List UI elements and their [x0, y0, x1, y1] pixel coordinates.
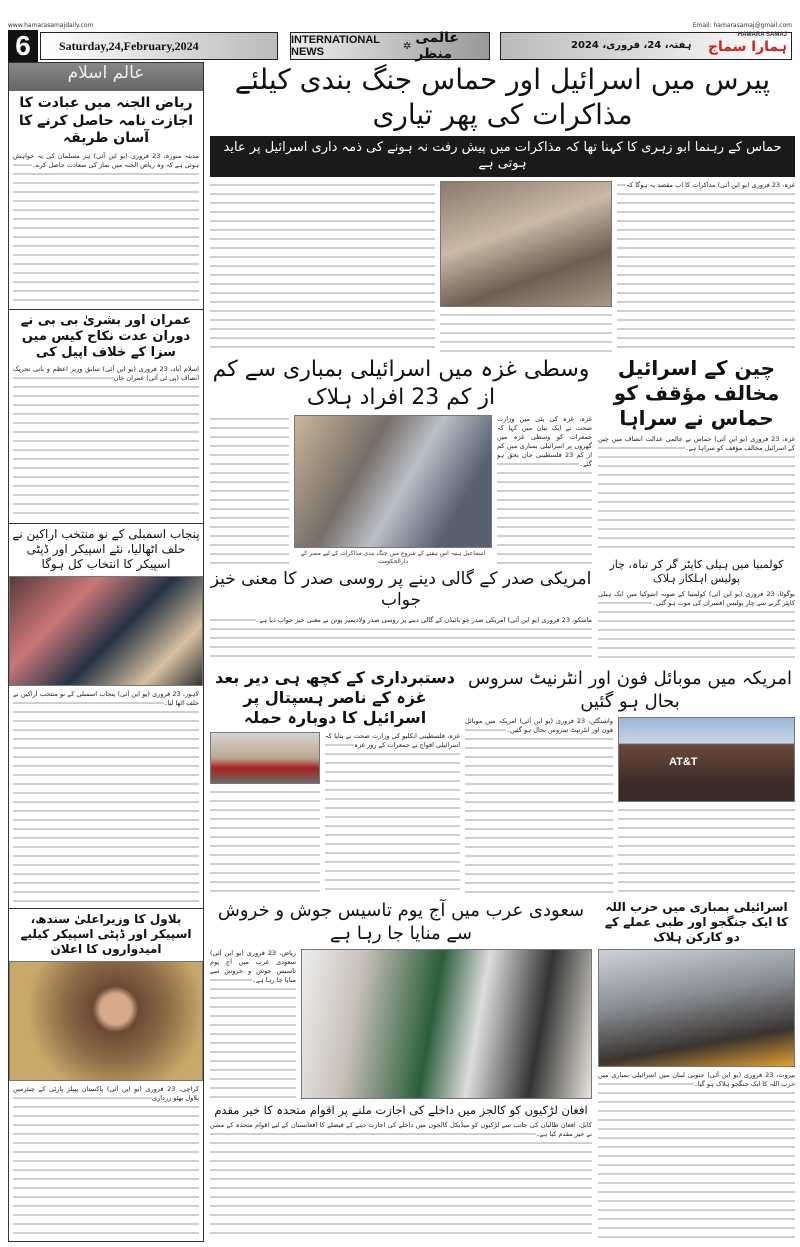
left-column [8, 62, 204, 1242]
nasser-story [210, 668, 460, 894]
website-url[interactable]: www.hamarasamajdaily.com [8, 22, 94, 29]
story-body: بوگوٹا، 23 فروری (یو این آئی) کولمبیا کے صوبہ انتیوکیا میں ایک ہیلی کاپٹر گرنے سے چار پولیس افسران کی موت ہو گئی۔ [598, 590, 795, 664]
section-title [290, 32, 490, 60]
gaza-photo-column [294, 415, 492, 565]
nasser-columns [210, 732, 460, 894]
story-headline: عمران اور بشریٰ بی بی نے دوران عدت نکاح کیس میں سزا کے خلاف اپیل کی [9, 309, 203, 362]
story-body-cont [210, 788, 320, 894]
section-separator-icon: ✲ [402, 40, 412, 52]
islam-banner: عالم اسلام [9, 63, 203, 91]
story-body: ریاض، 23 فروری (یو این آئی) سعودی عرب میں آج یوم تاسیس جوش و خروش سے منایا جا رہا ہے۔ [210, 949, 296, 1099]
china-colombia-column [598, 356, 795, 664]
lead-story [210, 62, 795, 352]
story-headline: امریکہ میں موبائل فون اور انٹرنیٹ سروس بحال ہو گئیں [468, 668, 792, 712]
date-en-bar [40, 32, 278, 60]
lead-photo-column [440, 181, 612, 353]
photo-caption: اسماعیل ہنیہ اس ہفتے کے شروع میں جنگ بندی مذاکرات کے لیے مصر کے دارالحکومت [300, 550, 486, 565]
gaza-columns [210, 415, 592, 565]
main-body-cont [210, 181, 435, 353]
story-headline: کولمبیا میں ہیلی کاپٹر گر کر تباہ، چار پولیس اہلکار ہلاک [609, 558, 784, 585]
page-number: 6 [8, 30, 38, 62]
story-body: واشنگٹن، 23 فروری (یو این آئی) امریکہ میں موبائل فون اور انٹرنیٹ سروس بحال ہو گئیں۔ [465, 717, 613, 894]
date-en: Saturday,24,February,2024 [59, 39, 199, 53]
story-body: بیروت، 23 فروری (یو این آئی) جنوبی لبنان میں اسرائیلی بمباری میں حزب اللہ کا ایک جنگجو ہلاک ہو گیا۔ [598, 1071, 795, 1240]
bilawal-photo [9, 961, 203, 1081]
gaza-strike-photo [294, 415, 492, 548]
us-mobile-story [465, 668, 795, 894]
nasser-photo-column [210, 732, 320, 894]
lead-story-columns [210, 181, 795, 353]
story-body-cont [618, 806, 795, 894]
story-headline: چین کے اسرائیل مخالف مؤقف کو حماس نے سراہا [613, 356, 780, 430]
att-logo: AT&T [669, 756, 698, 768]
att-store-photo [618, 717, 795, 802]
gaza-rubble-photo [440, 181, 612, 307]
saudi-columns [210, 949, 592, 1099]
section-en: INTERNATIONAL NEWS [291, 34, 380, 58]
story-headline: سعودی عرب میں آج یوم تاسیس جوش و خروش سے منایا جا رہا ہے [217, 900, 585, 944]
story-headline: وسطی غزہ میں اسرائیلی بمباری سے کم از کم 23 افراد ہلاک [212, 357, 590, 410]
us-mobile-columns [465, 717, 795, 894]
story-headline: اسرائیلی بمباری میں حزب اللہ کا ایک جنگجو اور طبی عملے کے دو کارکن ہلاک [604, 900, 789, 944]
main-body: غزہ، 23 فروری (یو این آئی) مذاکرات کا اب مقصد یہ ہوگا کہ [617, 181, 795, 353]
story-headline: ریاض الجنہ میں عبادت کا اجازت نامہ حاصل کرنے کا آسان طریقہ [18, 95, 194, 146]
email-address[interactable]: Email: hamarasamaj@gmail.com [692, 22, 792, 29]
main-body-cont [440, 311, 612, 352]
gaza-russia-column [210, 356, 592, 664]
saudi-founding-day-photo [301, 949, 592, 1099]
story-body: کابل، افغان طالبان کی جانب سے لڑکیوں کو میڈیکل کالجوں میں داخلے کی اجازت دینے کے فیصلے کا افغانستان کے لیے اقوام متحدہ کے مشن نے خیر مقدم کیا ہے۔ [210, 1121, 592, 1240]
story-headline: دستبرداری کے کچھ ہی دیر بعد غزہ کے ناصر ہسپتال پر اسرائیل کا دوبارہ حملہ [215, 668, 455, 727]
main-headline: پیرس میں اسرائیل اور حماس جنگ بندی کیلئے مذاکرات کی پھر تیاری [234, 63, 771, 131]
story-body: اسلام آباد، 23 فروری (یو این آئی) سابق وزیر اعظم و بانی تحریک انصاف (پی ٹی آئی) عمران خان [13, 365, 199, 518]
saudi-afghan-column [210, 900, 592, 1240]
date-ur: ہفتہ، 24، فروری، 2024 [571, 40, 692, 51]
story-body: ماسکو، 23 فروری (یو این آئی) امریکی صدر جو بائیڈن کے گالی دینے پر روسی صدر ولادیمیر پوتن نے معنی خیز جواب دیا ہے۔ [210, 616, 592, 665]
main-subhead: حماس کے رہنما ابو زہری کا کہنا تھا کہ مذاکرات میں پیش رفت نہ ہونے کی ذمہ داری اسرائیل پر عاید ہوتی ہے [210, 136, 795, 177]
story-headline: افغان لڑکیوں کو کالجز میں داخلے کی اجازت ملنے پر اقوام متحدہ کا خیر مقدم [214, 1103, 588, 1117]
story-body: مدینہ منورہ، 23 فروری (یو این آئی) ہر مسلمان کی یہ خواہش ہوتی ہے کہ وہ ریاض الجنہ میں نماز کی سعادت حاصل کرے۔ [13, 152, 199, 305]
logo: ہمارا سماج [707, 39, 787, 55]
lebanon-strike-photo [598, 949, 795, 1067]
date-ur-bar [500, 32, 792, 60]
section-ur: عالمی منظر [415, 30, 459, 62]
story-body: غزہ، فلسطینی انکلیو کی وزارت صحت نے بتایا کہ اسرائیلی افواج نے جمعرات کے روز غزہ [325, 732, 460, 894]
story-body: لاہور، 23 فروری (یو این آئی) پنجاب اسمبلی کے نو منتخب اراکین نے حلف اٹھا لیا۔ [13, 690, 199, 904]
att-photo-column [618, 717, 795, 894]
logo-en: HAMARA SAMAJ [737, 32, 787, 38]
story-body: کراچی، 23 فروری (یو این آئی) پاکستان پیپلز پارٹی کے چیئرمین بلاول بھٹو زرداری [13, 1085, 199, 1238]
story-headline: بلاول کا وزیراعلیٰ سندھ، اسپیکر اور ڈپٹی اسپیکر کیلیے امیدواروں کا اعلان [9, 908, 203, 957]
hezbollah-story [598, 900, 795, 1240]
story-body-cont [210, 415, 289, 565]
story-body: غزہ، 23 فروری (یو این آئی) حماس نے عالمی عدالت انصاف میں چین کے اسرائیل مخالف مؤقف کو سراہا ہے۔ [598, 435, 795, 554]
story-headline: پنجاب اسمبلی کے نو منتخب اراکین نے حلف اٹھالیا، نئے اسپیکر اور ڈپٹی اسپیکر کا انتخاب کل ہوگا [9, 523, 203, 572]
nasser-hospital-photo [210, 732, 320, 784]
story-body: غزہ، غزہ کی پٹی میں وزارت صحت نے ایک بیان میں کہا کہ جمعرات کو وسطی غزہ میں گھروں پر اسرائیلی بمباری میں کم از کم 23 فلسطینی جاں بحق ہو گئے۔ [497, 415, 592, 565]
assembly-oath-photo [9, 576, 203, 686]
story-headline: امریکی صدر کے گالی دینے پر روسی صدر کا معنی خیز جواب [210, 569, 592, 611]
